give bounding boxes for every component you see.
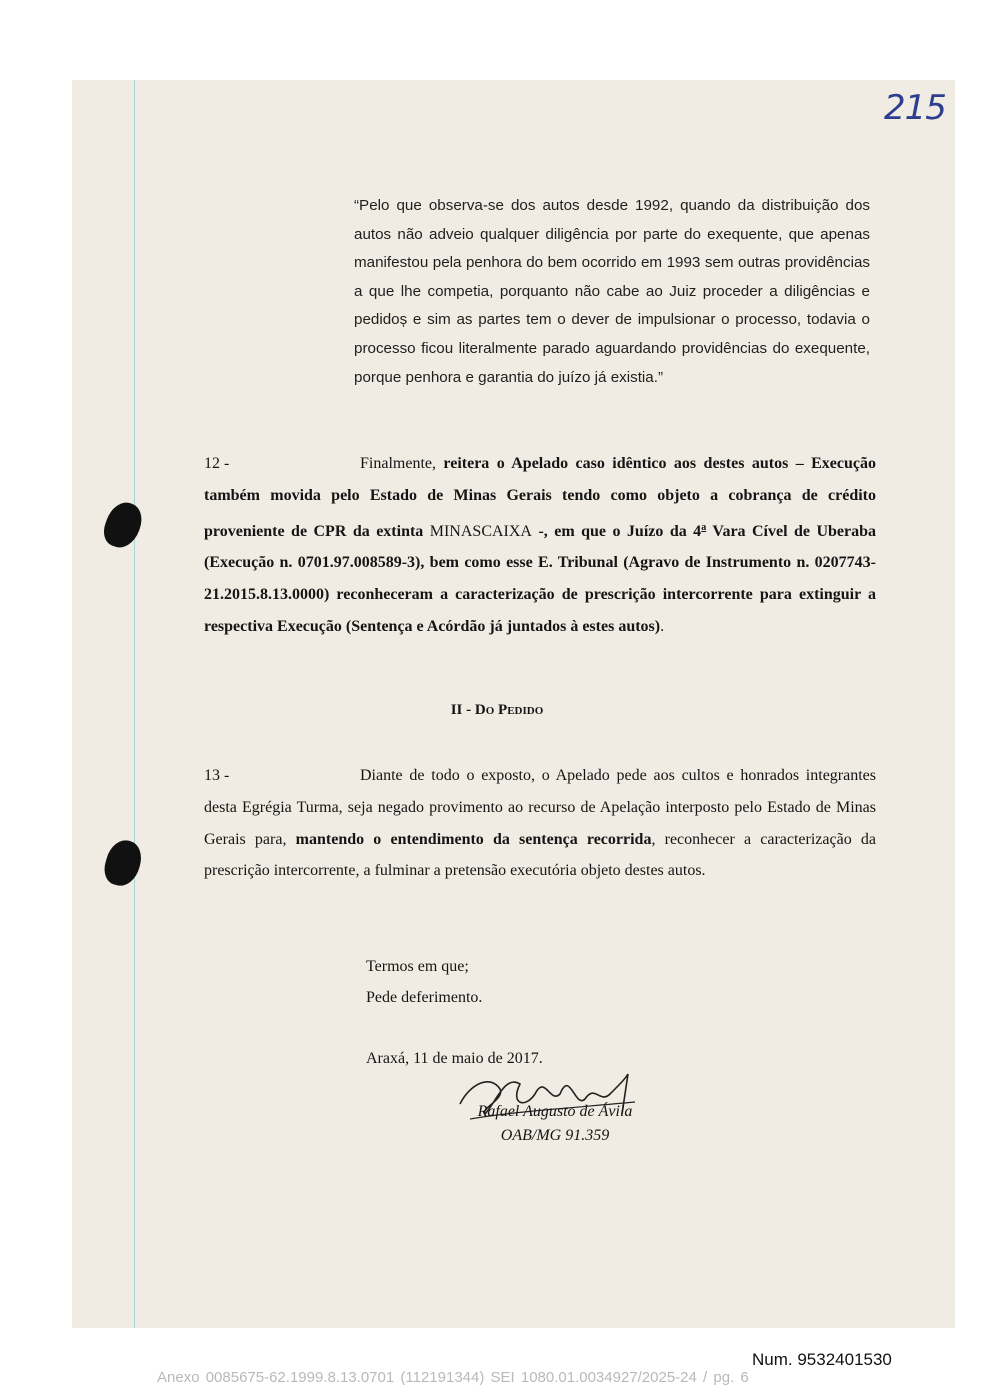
document-number: Num. 9532401530: [752, 1350, 892, 1369]
place-and-date: Araxá, 11 de maio de 2017.: [366, 1050, 543, 1067]
paragraph-number: 13 -: [204, 767, 230, 784]
signer-name: Rafael Augusto de Ávila: [477, 1103, 633, 1120]
paragraph-number: 12 -: [204, 455, 230, 472]
paragraph-13: 13 - Diante de todo o exposto, o Apelado pede aos cultos e honrados integrantes desta Egrégia Turma, seja negado provimento ao recurso de Apelação interposto pelo Estado de Minas Gerais para, mantendo o entendimento da sentença recorrida, reconhecer a caracterização da prescrição intercorrente, a fulminar a pretensão executória objeto destes autos.: [204, 760, 876, 887]
paragraph-12: 12 - Finalmente, reitera o Apelado caso idêntico aos destes autos – Execução também movida pelo Estado de Minas Gerais tendo como objeto a cobrança de crédito proveniente de CPR da extinta MINASCAIXA -, em que o Juízo da 4$^a$ Vara Cível de Uberaba (Execução n. 0701.97.008589-3), bem como esse E. Tribunal (Agravo de Instrumento n. 0207743-21.2015.8.13.0000) reconheceram a caracterização de prescrição intercorrente para extinguir a respectiva Execução (Sentença e Acórdão já juntados à estes autos).: [204, 448, 876, 643]
folio-number: 215: [884, 88, 946, 128]
signature-block: [460, 1100, 650, 1148]
section-heading: II - Do Pedido: [450, 702, 544, 718]
annex-reference: Anexo 0085675-62.1999.8.13.0701 (112191344) SEI 1080.01.0034927/2025-24 / pg. 6: [157, 1369, 749, 1386]
closing-formula: Termos em que; Pede deferimento.: [366, 958, 483, 1006]
quoted-passage: “Pelo que observa-se dos autos desde 1992, quando da distribuição dos autos não adveio qualquer diligência por parte do exequente, que apenas manifestou pela penhora do bem ocorrido em 1993 sem outras providências a que lhe competia, porquanto não cabe ao Juiz proceder a diligências e pedidoș e sim as partes tem o dever de impulsionar o processo, todavia o processo ficou literalmente parado aguardando providências do exequente, porque penhora e garantia do juízo já existia.”: [354, 197, 870, 386]
signer-registration: OAB/MG 91.359: [500, 1127, 610, 1144]
